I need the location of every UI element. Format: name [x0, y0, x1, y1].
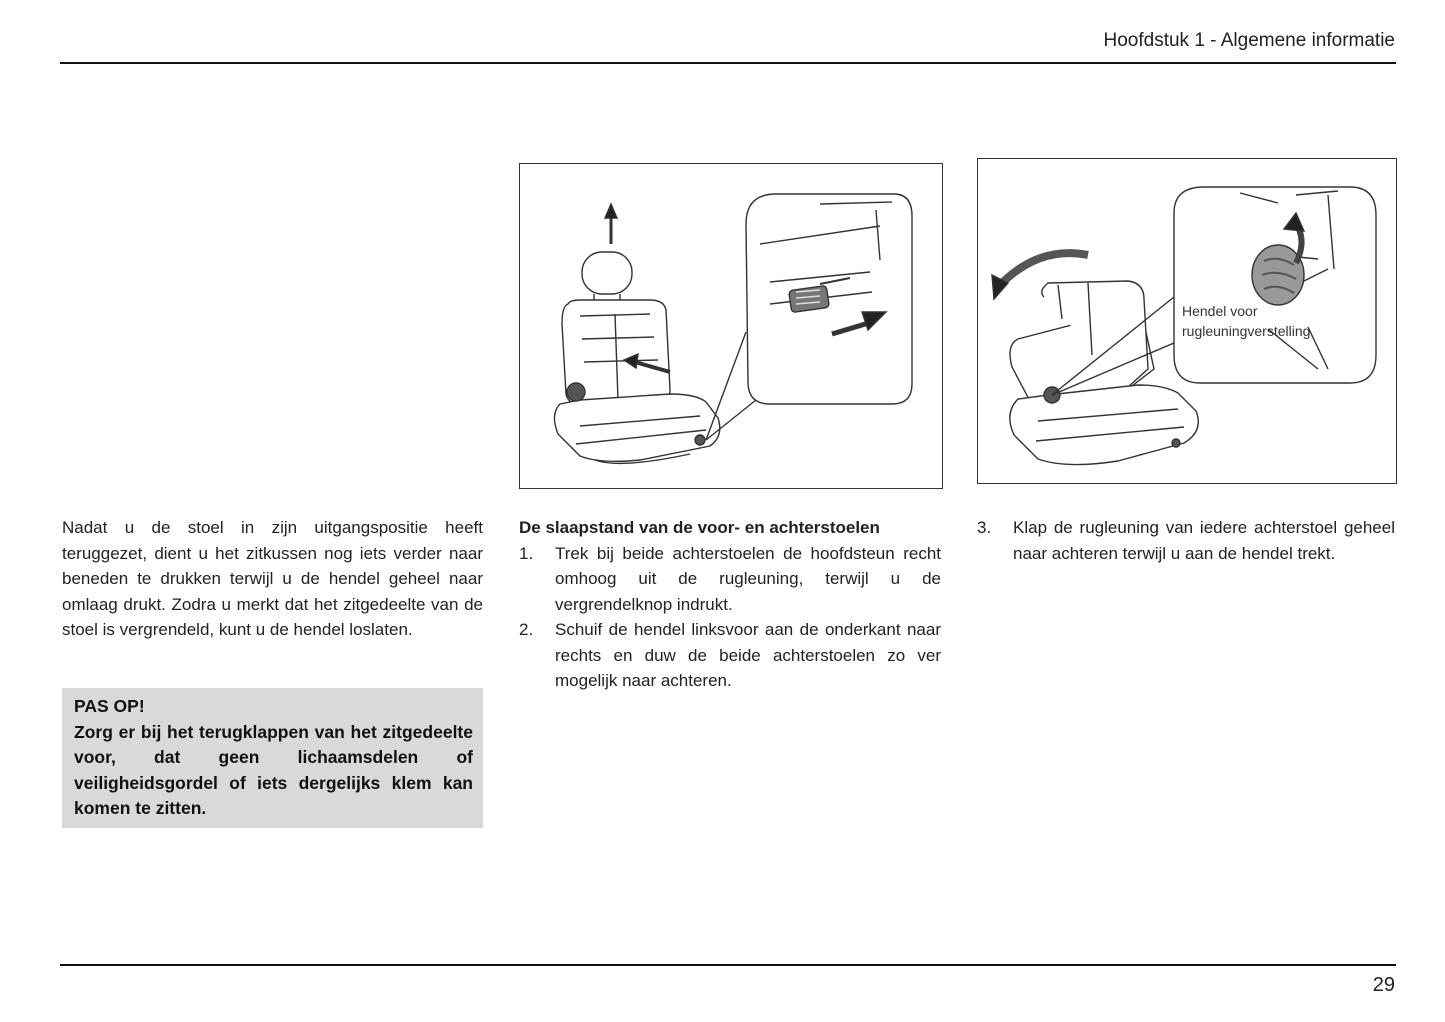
right-column [977, 515, 1395, 566]
list-item [519, 541, 941, 618]
warning-box [62, 688, 483, 828]
left-column [62, 515, 483, 643]
body-paragraph: Nadat u de stoel in zijn uitgangspositie heeft teruggezet, dient u het zitkussen nog iets verder naar beneden te drukken terwijl u de hendel geheel naar omlaag drukt. Zodra u merkt dat het zitgedeelte van de stoel is vergrendeld, kunt u de hendel loslaten. [62, 518, 483, 639]
warning-title: PAS OP! [74, 696, 145, 716]
header-rule [60, 62, 1396, 64]
step-number: 3. [977, 518, 992, 537]
backrest-recline-illustration [977, 158, 1397, 484]
list-item [519, 617, 941, 694]
step-number: 1. [519, 543, 534, 563]
chapter-title: Hoofdstuk 1 - Algemene informatie [1103, 30, 1395, 51]
step-text: Trek bij beide achterstoelen de hoofdsteun recht omhoog uit de rugleuning, terwijl u de vergrendelknop indrukt. [555, 543, 941, 614]
step-number: 2. [519, 620, 534, 639]
fig2-label-line1: Hendel voor [1182, 303, 1258, 319]
step-text: Klap de rugleuning van iedere achterstoel geheel naar achteren terwijl u aan de hendel trekt. [1013, 518, 1395, 563]
list-item [977, 515, 1395, 566]
middle-column [519, 515, 941, 694]
fig2-label-line2: rugleuningverstelling [1182, 323, 1311, 339]
seat-headrest-illustration [519, 163, 943, 489]
page-number: 29 [1372, 974, 1395, 996]
section-heading: De slaapstand van de voor- en achterstoelen [519, 518, 880, 537]
footer-rule [60, 964, 1396, 966]
step-text: Schuif de hendel linksvoor aan de onderkant naar rechts en duw de beide achterstoelen zo ver mogelijk naar achteren. [555, 620, 941, 690]
warning-body: Zorg er bij het terugklappen van het zitgedeelte voor, dat geen lichaamsdelen of veiligheidsgordel of iets dergelijks klem kan komen te zitten. [74, 721, 473, 818]
